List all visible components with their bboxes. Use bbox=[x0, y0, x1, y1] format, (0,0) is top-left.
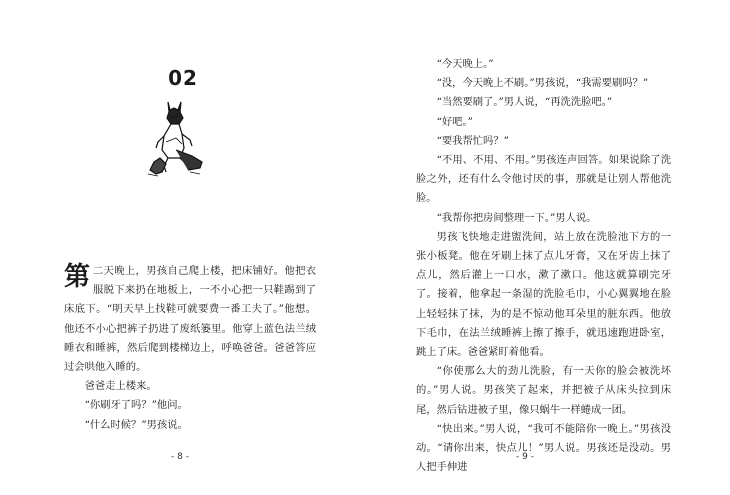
paragraph: “我帮你把房间整理一下。”男人说。 bbox=[436, 211, 597, 224]
paragraph: “今天晚上。” bbox=[436, 58, 494, 70]
paragraph: 第二天晚上，男孩自己爬上楼，把床铺好。他把衣服脱下来扔在地板上，一不小心把一只鞋踢到了床底下。“明天早上找鞋可就要费一番工夫了。”他想。他还不小心把裤子扔进了废纸篓里。他穿上蓝色法兰绒睡衣和睡裤，然后爬到楼梯边上，呼唤爸爸。爸爸答应过会哄他入睡的。 bbox=[64, 262, 316, 374]
right-page bbox=[365, 0, 730, 495]
paragraph: “什么时候？”男孩说。 bbox=[84, 418, 188, 431]
paragraph: “你使那么大的劲儿洗脸，有一天你的脸会被洗坏的。”男人说。男孩笑了起来，并把被子从床头拉到床尾，然后钻进被子里，像只蜗牛一样蜷成一团。 bbox=[416, 365, 671, 416]
paragraph: 爸爸走上楼来。 bbox=[84, 380, 157, 393]
dropcap: 第 bbox=[64, 262, 91, 292]
paragraph: “当然要刷了。”男人说，“再洗洗脸吧。” bbox=[436, 96, 613, 109]
paragraph: “不用、不用、不用。”男孩连声回答。如果说除了洗脸之外，还有什么令他讨厌的事，那就是让别人帮他洗脸。 bbox=[416, 154, 671, 205]
paragraph: “好吧。” bbox=[436, 115, 473, 128]
page-number-left: - 8 - bbox=[171, 452, 189, 462]
right-body-text bbox=[416, 55, 671, 477]
paragraph: “没，今天晚上不刷。”男孩说，“我需要刷吗？” bbox=[436, 77, 649, 90]
paragraph: “快出来。”男人说，“我可不能陪你一晚上。”男孩没动。“请你出来，快点儿！”男人说。男孩还是没动。男人把手伸进 bbox=[416, 422, 671, 474]
paragraph: “你刷牙了吗？”他问。 bbox=[84, 399, 188, 412]
wild-thing-illustration bbox=[140, 98, 210, 180]
left-body-text bbox=[64, 262, 316, 435]
chapter-number: 02 bbox=[168, 66, 198, 90]
paragraph: “要我帮忙吗？” bbox=[436, 134, 509, 147]
paragraph: 男孩飞快地走进盥洗间，站上放在洗脸池下方的一张小板凳。他在牙刷上抹了点儿牙膏，又在牙齿上抹了点儿，然后灌上一口水，漱了漱口。他这就算刷完牙了。接着，他拿起一条湿的洗脸毛巾，小心翼翼地在脸上轻轻抹了抹，为的是不惊动他耳朵里的脏东西。他放下毛巾，在法兰绒睡裤上擦了擦手，就迅速跑进卧室，跳上了床。爸爸紧盯着他看。 bbox=[416, 230, 671, 359]
page-number-right: - 9 - bbox=[516, 452, 534, 462]
